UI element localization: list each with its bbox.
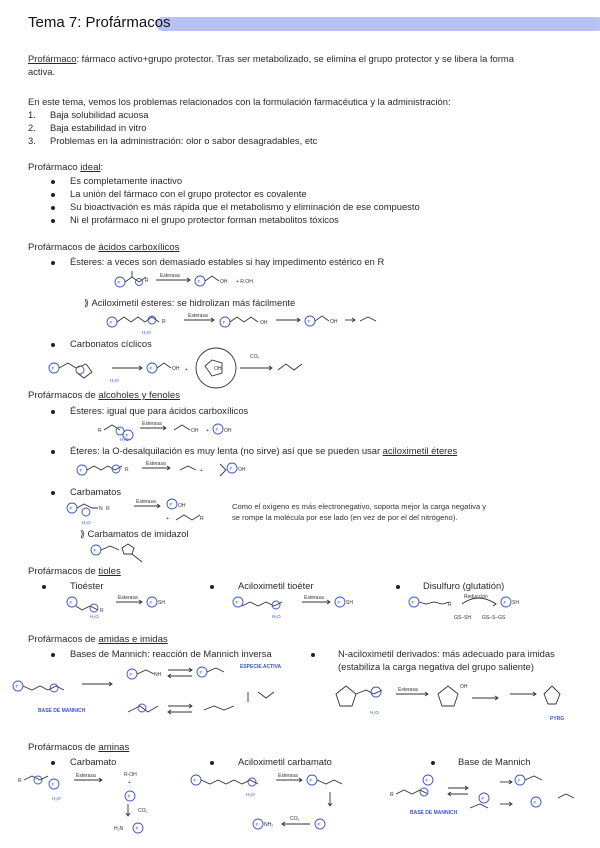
enzyme-label: Esterasa bbox=[398, 687, 418, 693]
disulfide-scheme bbox=[404, 592, 564, 622]
svg-text:R: R bbox=[448, 602, 452, 608]
svg-text:NH: NH bbox=[154, 672, 162, 678]
water-label: H₂O bbox=[272, 614, 281, 619]
svg-text:R: R bbox=[98, 428, 102, 434]
svg-text:OH: OH bbox=[460, 684, 468, 690]
amine-mannich-base-label: BASE DE MANNICH bbox=[410, 810, 458, 816]
svg-text:F: F bbox=[169, 502, 173, 507]
co2-label: CO₂ bbox=[250, 354, 260, 360]
page-title: Tema 7: Profármacos bbox=[28, 14, 171, 31]
thiol-item-3: Disulfuro (glutatión) bbox=[423, 580, 505, 591]
amine-item-1: Carbamato bbox=[70, 756, 117, 767]
heading-key: ácidos carboxílicos bbox=[98, 242, 180, 253]
svg-text:F: F bbox=[93, 548, 97, 553]
section-carboxylic-heading bbox=[28, 242, 179, 254]
bullet-icon bbox=[210, 761, 214, 765]
svg-text:F: F bbox=[199, 670, 203, 675]
heading-prefix: Profármacos de bbox=[28, 390, 99, 401]
svg-text:OH: OH bbox=[172, 366, 180, 372]
problem-num-1: 1. bbox=[28, 109, 36, 120]
alcohol-ester-scheme bbox=[96, 416, 256, 442]
amides-mannich-text: Bases de Mannich: reacción de Mannich inversa bbox=[70, 648, 272, 659]
acyloxymethyl-carbamate-scheme bbox=[186, 768, 386, 838]
heading-key: ideal bbox=[80, 162, 101, 173]
heading-key: tioles bbox=[98, 566, 121, 577]
intro-line-1 bbox=[28, 53, 514, 65]
svg-text:OH: OH bbox=[178, 503, 186, 509]
bullet-icon bbox=[396, 585, 400, 589]
svg-text:F: F bbox=[222, 320, 226, 325]
thiol-item-2: Aciloximetil tioéter bbox=[238, 580, 314, 591]
ideal-item-3: Su bioactivación es más rápida que el metabolismo y eliminación de ese compuesto bbox=[70, 201, 420, 212]
bullet-icon bbox=[51, 450, 55, 454]
svg-text:F: F bbox=[425, 778, 429, 783]
svg-text:+: + bbox=[200, 468, 203, 474]
alcohols-imidazole-text: ⟫ Carbamatos de imidazol bbox=[80, 528, 189, 539]
svg-text:F: F bbox=[215, 427, 219, 432]
svg-text:F: F bbox=[481, 796, 485, 801]
svg-text:R: R bbox=[390, 792, 394, 798]
enzyme-label: Esterasa bbox=[118, 595, 138, 601]
svg-text:GS–SH: GS–SH bbox=[454, 615, 471, 621]
ester-hydrolysis-scheme bbox=[100, 268, 280, 296]
carboxylic-carbonates-text: Carbonatos cíclicos bbox=[70, 338, 152, 349]
section-ideal-heading bbox=[28, 162, 103, 174]
svg-text:F: F bbox=[309, 778, 313, 783]
svg-text:F: F bbox=[235, 600, 239, 605]
water-label: H₂O bbox=[120, 437, 129, 442]
svg-text:OH: OH bbox=[238, 467, 246, 473]
svg-text:R: R bbox=[100, 608, 104, 614]
svg-text:F: F bbox=[135, 826, 139, 831]
pyrg-label: PYRG bbox=[550, 716, 565, 722]
section-thiols-heading bbox=[28, 566, 121, 578]
alcohols-esters-text: Ésteres: igual que para ácidos carboxílicos bbox=[70, 405, 249, 416]
svg-text:F: F bbox=[503, 600, 507, 605]
enzyme-label: Esterasa bbox=[188, 313, 208, 319]
water-label: H₂O bbox=[52, 796, 61, 801]
svg-text:F: F bbox=[117, 280, 121, 285]
svg-text:+: + bbox=[166, 516, 169, 522]
bullet-icon bbox=[51, 761, 55, 765]
alcohols-ethers-text bbox=[70, 445, 457, 457]
water-label: H₂O bbox=[110, 378, 119, 383]
bullet-icon bbox=[210, 585, 214, 589]
problems-lead: En este tema, vemos los problemas relacionados con la formulación farmacéutica y la administración: bbox=[28, 96, 451, 107]
bullet-icon bbox=[51, 180, 55, 184]
svg-text:F: F bbox=[411, 600, 415, 605]
svg-text:F: F bbox=[197, 279, 201, 284]
bullet-icon bbox=[51, 491, 55, 495]
svg-text:F: F bbox=[79, 468, 83, 473]
n-acyloxymethyl-scheme bbox=[326, 672, 576, 728]
svg-text:F: F bbox=[51, 366, 55, 371]
bullet-icon bbox=[51, 206, 55, 210]
svg-text:OH: OH bbox=[214, 366, 222, 372]
cyclic-carbonate-scheme bbox=[40, 346, 310, 392]
reduction-label: Reducción bbox=[464, 594, 488, 600]
acyloxymethyl-ether-scheme bbox=[70, 458, 270, 484]
intro-term: Profármaco bbox=[28, 53, 77, 64]
water-label: H₂O bbox=[246, 792, 255, 797]
svg-text:OH: OH bbox=[330, 319, 338, 325]
intro-line-2: activa. bbox=[28, 66, 56, 77]
svg-text:SH: SH bbox=[346, 600, 353, 606]
ethers-key: aciloximetil éteres bbox=[382, 445, 458, 456]
svg-text:F: F bbox=[317, 822, 321, 827]
title-area bbox=[22, 14, 582, 34]
svg-text:F: F bbox=[229, 466, 233, 471]
svg-text:F: F bbox=[109, 320, 113, 325]
svg-text:OH: OH bbox=[220, 279, 228, 285]
heading-key: amidas e imidas bbox=[98, 634, 168, 645]
imidazole-label: Carbamatos de imidazol bbox=[87, 528, 189, 539]
imidazole-carbamate-scheme bbox=[86, 538, 196, 568]
co2-label: CO₂ bbox=[290, 816, 300, 822]
heading-key: alcoholes y fenoles bbox=[98, 390, 180, 401]
enzyme-label: Esterasa bbox=[146, 461, 166, 467]
carbamate-note-line-1: Como el oxígeno es más electronegativo, soporta mejor la carga negativa y bbox=[232, 502, 487, 511]
byproduct-label: + R.OH bbox=[236, 279, 253, 285]
problem-num-2: 2. bbox=[28, 122, 36, 133]
water-label: H₂O bbox=[90, 614, 99, 619]
bullet-icon bbox=[51, 261, 55, 265]
svg-text:R-OH: R-OH bbox=[124, 772, 137, 778]
heading-prefix: Profármacos de bbox=[28, 634, 99, 645]
svg-text:F: F bbox=[193, 778, 197, 783]
svg-text:R: R bbox=[18, 778, 22, 784]
active-species-label: ESPECIE ACTIVA bbox=[240, 664, 282, 670]
svg-text:F: F bbox=[307, 319, 311, 324]
svg-text:+: + bbox=[128, 780, 131, 786]
ethers-text: Éteres: la O-desalquilación es muy lenta (no sirve) así que se pueden usar bbox=[70, 445, 383, 456]
svg-text:R: R bbox=[145, 278, 149, 284]
heading-prefix: Profármacos de bbox=[28, 742, 99, 753]
svg-text:F: F bbox=[129, 672, 133, 677]
heading-prefix: Profármacos de bbox=[28, 242, 99, 253]
acyloxymethyl-thioether-scheme bbox=[226, 592, 376, 620]
amine-mannich-scheme bbox=[388, 768, 588, 838]
acyloxymethyl-scheme bbox=[100, 308, 390, 338]
heading-prefix: Profármacos de bbox=[28, 566, 99, 577]
amide-mannich-scheme bbox=[8, 662, 308, 732]
svg-text:SH: SH bbox=[158, 600, 165, 606]
water-label: H₂O bbox=[142, 330, 151, 335]
svg-text:F: F bbox=[149, 366, 153, 371]
svg-text:OH: OH bbox=[191, 428, 199, 434]
thioester-scheme bbox=[60, 592, 200, 620]
section-alcohols-heading bbox=[28, 390, 180, 402]
svg-text:F: F bbox=[517, 778, 521, 783]
ideal-item-4: Ni el profármaco ni el grupo protector forman metabolitos tóxicos bbox=[70, 214, 339, 225]
svg-text:N: N bbox=[99, 506, 103, 512]
svg-text:F: F bbox=[51, 782, 55, 787]
ideal-item-2: La unión del fármaco con el grupo protector es covalente bbox=[70, 188, 307, 199]
intro-definition: : fármaco activo+grupo protector. Tras ser metabolizado, se elimina el grupo protector y se libera la forma bbox=[76, 53, 514, 64]
enzyme-label: Esterasa bbox=[142, 421, 162, 427]
water-label: H₂O bbox=[370, 710, 379, 715]
problem-text-1: Baja solubilidad acuosa bbox=[50, 109, 149, 120]
svg-text:+: + bbox=[185, 367, 188, 373]
svg-text:F: F bbox=[127, 794, 131, 799]
heading-suffix: : bbox=[100, 162, 104, 173]
bullet-icon bbox=[51, 653, 55, 657]
water-label: H₂O bbox=[82, 520, 91, 525]
svg-text:R: R bbox=[125, 467, 129, 473]
section-amides-heading bbox=[28, 634, 168, 646]
svg-text:F: F bbox=[255, 822, 259, 827]
enzyme-label: Esterasa bbox=[76, 773, 96, 779]
amine-item-3: Base de Mannich bbox=[458, 756, 531, 767]
svg-text:F: F bbox=[149, 600, 153, 605]
thiol-item-1: Tioéster bbox=[70, 580, 104, 591]
svg-text:+: + bbox=[206, 428, 209, 434]
svg-text:OH: OH bbox=[260, 320, 268, 326]
alcohols-carbamates-text: Carbamatos bbox=[70, 486, 122, 497]
bullet-icon bbox=[431, 761, 435, 765]
svg-text:F: F bbox=[337, 600, 341, 605]
amides-nacyl-line-2: (estabiliza la carga negativa del grupo saliente) bbox=[338, 661, 534, 672]
bullet-icon bbox=[51, 410, 55, 414]
acyloxymethyl-label: Aciloximetil ésteres: se hidrolizan más fácilmente bbox=[91, 297, 296, 308]
co2-label: CO₂ bbox=[138, 808, 148, 814]
svg-text:H₂N: H₂N bbox=[114, 826, 124, 832]
svg-text:F: F bbox=[15, 684, 19, 689]
enzyme-label: Esterasa bbox=[160, 273, 180, 279]
svg-text:R: R bbox=[106, 506, 110, 512]
enzyme-label: Esterasa bbox=[136, 499, 156, 505]
mannich-base-label: BASE DE MANNICH bbox=[38, 708, 86, 714]
svg-text:R: R bbox=[200, 516, 204, 522]
enzyme-label: Esterasa bbox=[278, 773, 298, 779]
section-amines-heading bbox=[28, 742, 129, 754]
svg-text:GS–S–GS: GS–S–GS bbox=[482, 615, 506, 621]
carbamate-note-line-2: se rompe la molécula por ese lado (en vez de por el del nitrógeno). bbox=[232, 513, 458, 522]
heading-key: aminas bbox=[98, 742, 130, 753]
amides-nacyl-line-1: N-aciloximetil derivados: más adecuado para imidas bbox=[338, 648, 555, 659]
bullet-icon bbox=[51, 193, 55, 197]
svg-text:NH₂: NH₂ bbox=[264, 822, 274, 828]
title-highlight-bar bbox=[156, 17, 600, 31]
carboxylic-esters-text: Ésteres: a veces son demasiado estables si hay impedimento estérico en R bbox=[70, 256, 385, 267]
carboxylic-acyloxymethyl-text: ⟫ Aciloximetil ésteres: se hidrolizan más fácilmente bbox=[84, 297, 296, 308]
problem-text-2: Baja estabilidad in vitro bbox=[50, 122, 147, 133]
ideal-item-1: Es completamente inactivo bbox=[70, 175, 183, 186]
bullet-icon bbox=[42, 585, 46, 589]
svg-text:F: F bbox=[125, 433, 129, 438]
bullet-icon bbox=[311, 653, 315, 657]
bullet-icon bbox=[51, 219, 55, 223]
amine-item-2: Aciloximetil carbamato bbox=[238, 756, 332, 767]
svg-text:OH: OH bbox=[224, 428, 232, 434]
amine-carbamate-scheme bbox=[16, 768, 176, 838]
svg-text:SH: SH bbox=[512, 600, 519, 606]
svg-text:F: F bbox=[533, 800, 537, 805]
svg-text:F: F bbox=[69, 600, 73, 605]
enzyme-label: Esterasa bbox=[304, 595, 324, 601]
carbamate-scheme bbox=[62, 494, 228, 528]
svg-text:F: F bbox=[69, 506, 73, 511]
heading-prefix: Profármaco bbox=[28, 162, 81, 173]
svg-text:R: R bbox=[162, 319, 166, 325]
problem-num-3: 3. bbox=[28, 135, 36, 146]
problem-text-3: Problemas en la administración: olor o sabor desagradables, etc bbox=[50, 135, 318, 146]
